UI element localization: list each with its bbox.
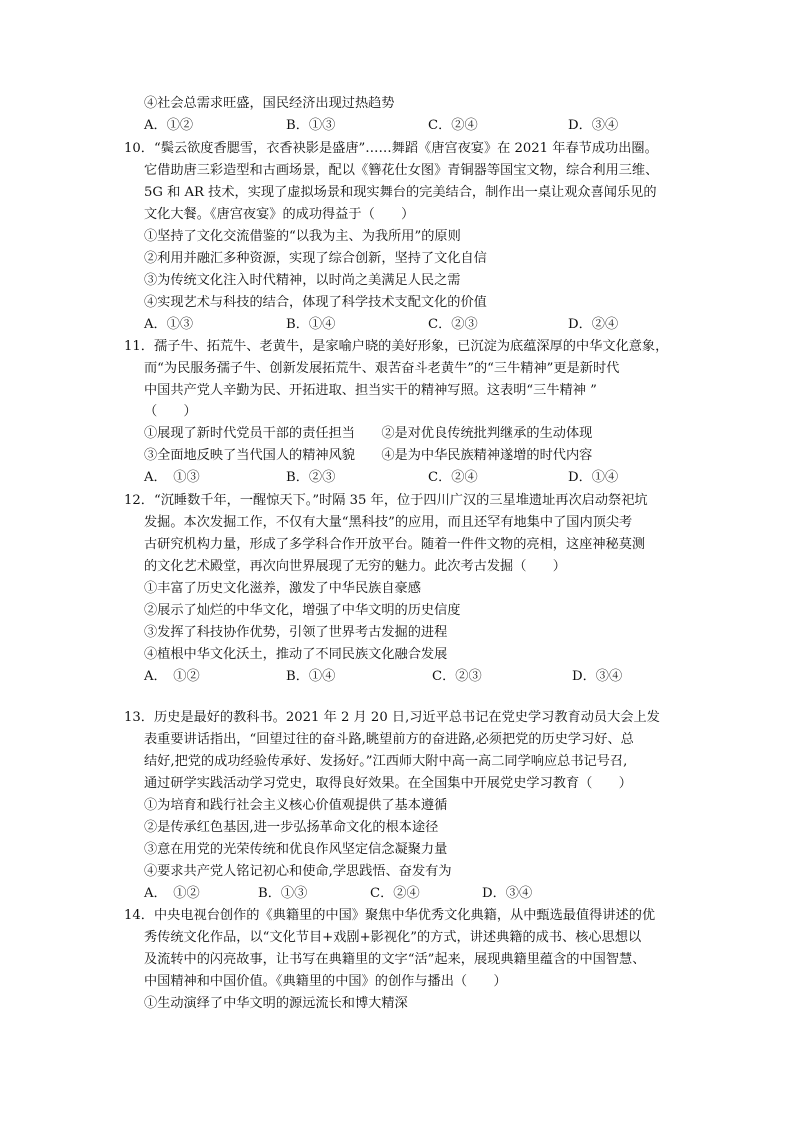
q10-choice-c: C．②③: [428, 317, 478, 332]
q10-option-3: ③为传统文化注入时代精神，以时尚之美满足人民之需: [144, 273, 461, 288]
q12-option-3: ③发挥了科技协作优势，引领了世界考古发掘的进程: [144, 625, 448, 640]
q13-choice-d: D．③④: [482, 886, 533, 901]
q14-stem-line-2: 秀传统文化作品，以“文化节目+戏剧+影视化”的方式，讲述典籍的成书、核心思想以: [144, 930, 642, 945]
q11-choices: [144, 446, 664, 466]
q14-stem-line-4: 中国精神和中国价值。《典籍里的中国》的创作与播出（ ）: [144, 974, 507, 989]
q9-choice-b: B．①③: [286, 118, 336, 133]
q13-option-2: ②是传承红色基因,进一步弘扬革命文化的根本途径: [144, 820, 439, 835]
q12-option-4: ④植根中华文化沃土，推动了不同民族文化融合发展: [144, 647, 448, 662]
q13-stem-line-3: 结好,把党的成功经验传承好、发扬好。”江西师大附中高一高二同学响应总书记号召,: [144, 754, 628, 769]
q10-option-4: ④实现艺术与科技的结合，体现了科学技术支配文化的价值: [144, 295, 487, 310]
q12-stem-line-1: 12．“沉睡数千年，一醒惊天下。”时隔 35 年，位于四川广汉的三星堆遗址再次启动祭祀坑: [124, 493, 648, 508]
q10-option-2: ②利用并融汇多种资源，实现了综合创新，坚持了文化自信: [144, 251, 487, 266]
q9-choice-c: C．②④: [428, 118, 478, 133]
q13-option-3: ③意在用党的光荣传统和优良作风坚定信念凝聚力量: [144, 842, 448, 857]
q9-option-4: ④社会总需求旺盛，国民经济出现过热趋势: [144, 96, 395, 111]
q12-choice-c: C．②③: [432, 669, 482, 684]
q12-option-1: ①丰富了历史文化滋养，激发了中华民族自豪感: [144, 581, 421, 596]
q13-choice-b: B．①③: [258, 886, 308, 901]
q10-choice-d: D．②④: [568, 317, 619, 332]
q11-choice-c: C．②④: [428, 470, 478, 485]
q13-stem-line-1: 13．历史是最好的教科书。2021 年 2 月 20 日,习近平总书记在党史学习教育动员大会上发: [124, 710, 660, 725]
q10-choice-b: B．①④: [286, 317, 336, 332]
q11-stem-line-3: 中国共产党人辛勤为民、开拓进取、担当实干的精神写照。这表明“三牛精神 ”: [144, 383, 597, 398]
q12-stem-line-3: 古研究机构力量，形成了多学科合作开放平台。随着一件件文物的亮相，这座神秘莫测: [144, 537, 646, 552]
q10-choice-a: A．①③: [144, 317, 194, 332]
q14-option-1: ①生动演绎了中华文明的源远流长和博大精深: [144, 996, 408, 1011]
q12-stem-line-4: 的文化艺术殿堂，再次向世界展现了无穷的魅力。此次考古发掘（ ）: [144, 559, 566, 574]
q13-stem-line-4: 通过研学实践活动学习党史，取得良好效果。在全国集中开展党史学习教育（ ）: [144, 776, 632, 791]
q12-choice-b: B．①④: [286, 669, 336, 684]
q13-choice-c: C．②④: [370, 886, 420, 901]
q10-choices: [144, 315, 664, 335]
q9-choice-d: D．③④: [568, 118, 619, 133]
q12-choice-d: D．③④: [572, 669, 623, 684]
q11-choice-b: B．②③: [286, 470, 336, 485]
q14-stem-line-1: 14．中央电视台创作的《典籍里的中国》聚焦中华优秀文化典籍，从中甄选最值得讲述的优: [124, 908, 656, 923]
q13-choice-a: A． ①②: [144, 886, 200, 901]
q13-option-1: ①为培育和践行社会主义核心价值观提供了基本遵循: [144, 798, 448, 813]
q11-choice-a: A． ①③: [144, 470, 200, 485]
q12-choices: [144, 667, 664, 687]
q12-choice-a: A． ①②: [144, 669, 200, 684]
q9-choices: [144, 116, 664, 136]
q11-options-row-1: ①展现了新时代党员干部的责任担当 ②是对优良传统批判继承的生动体现: [144, 426, 593, 441]
q11-stem-line-2: 而“为民服务孺子牛、创新发展拓荒牛、艰苦奋斗老黄牛”的“三牛精神”更是新时代: [144, 361, 620, 376]
q11-options-row-2: ③全面地反映了当代国人的精神风貌 ④是为中华民族精神遂增的时代内容: [144, 448, 593, 463]
q12-stem-line-2: 发掘。本次发掘工作，不仅有大量“黑科技”的应用，而且还罕有地集中了国内顶尖考: [144, 515, 633, 530]
q10-stem-line-3: 5G 和 AR 技术，实现了虚拟场景和现实舞台的完美结合，制作出一桌让观众喜闻乐见的: [144, 185, 657, 200]
q11-stem-line-4: （ ）: [144, 404, 197, 419]
q12-option-2: ②展示了灿烂的中华文化，增强了中华文明的历史信度: [144, 603, 461, 618]
q10-option-1: ①坚持了文化交流借鉴的“以我为主、为我所用”的原则: [144, 229, 461, 244]
q13-stem-line-2: 表重要讲话指出，“回望过往的奋斗路,眺望前方的奋进路,必须把党的历史学习好、总: [144, 732, 634, 747]
q11-stem-line-1: 11．孺子牛、拓荒牛、老黄牛，是家喻户晓的美好形象，已沉淀为底蕴深厚的中华文化意象，: [124, 339, 669, 354]
q13-option-4: ④要求共产党人铭记初心和使命,学思践悟、奋发有为: [144, 864, 452, 879]
q10-stem-line-1: 10．“鬓云欲度香腮雪，衣香袂影是盛唐”……舞蹈《唐宫夜宴》在 2021 年春节成功出圈。: [124, 141, 658, 156]
q11-choices-row: [144, 468, 664, 488]
q13-choices: [144, 884, 664, 904]
q11-choice-d: D．①④: [568, 470, 619, 485]
q14-stem-line-3: 及流转中的闪亮故事，让书写在典籍里的文字“活”起来，展现典籍里蕴含的中国智慧、: [144, 952, 646, 967]
q9-choice-a: A．①②: [144, 118, 194, 133]
q10-stem-line-2: 它借助唐三彩造型和古画场景，配以《簪花仕女图》青铜器等国宝文物，综合利用三维、: [144, 163, 659, 178]
q10-stem-line-4: 文化大餐。《唐宫夜宴》的成功得益于（ ）: [144, 207, 415, 222]
